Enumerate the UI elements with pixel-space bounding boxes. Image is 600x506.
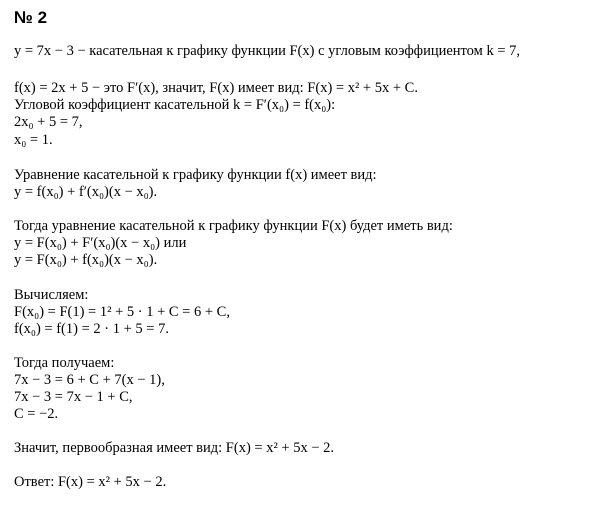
- tangent-form-f-heading: Уравнение касательной к графику функции f(x) имеет вид:: [14, 167, 377, 183]
- result-heading: Тогда получаем:: [14, 355, 115, 371]
- answer: Ответ: F(x) = x² + 5x − 2.: [14, 474, 167, 490]
- tangent-form-F-1: y = F(x₀) + F′(x₀)(x − x₀) или: [14, 235, 187, 251]
- result-c: C = −2.: [14, 406, 59, 422]
- tangent-form-f: y = f(x₀) + f′(x₀)(x − x₀).: [14, 184, 158, 200]
- tangent-form-F-2: y = F(x₀) + f(x₀)(x − x₀).: [14, 252, 158, 268]
- compute-heading: Вычисляем:: [14, 287, 89, 303]
- tangent-form-F-heading: Тогда уравнение касательной к графику функции F(x) будет иметь вид:: [14, 218, 453, 234]
- result-eq-1: 7x − 3 = 6 + C + 7(x − 1),: [14, 372, 165, 388]
- slope-equation: 2x₀ + 5 = 7,: [14, 114, 83, 130]
- derivative-statement: f(x) = 2x + 5 − это F′(x), значит, F(x) имеет вид: F(x) = x² + 5x + C.: [14, 80, 418, 96]
- tangent-line-statement: y = 7x − 3 − касательная к графику функции F(x) с угловым коэффициентом k = 7,: [14, 43, 521, 59]
- result-eq-2: 7x − 3 = 7x − 1 + C,: [14, 389, 133, 405]
- compute-f: f(x₀) = f(1) = 2 · 1 + 5 = 7.: [14, 321, 169, 337]
- compute-F: F(x₀) = F(1) = 1² + 5 · 1 + C = 6 + C,: [14, 304, 230, 320]
- task-number: № 2: [14, 8, 48, 27]
- x0-value: x₀ = 1.: [14, 132, 53, 148]
- antiderivative-conclusion: Значит, первообразная имеет вид: F(x) = x² + 5x − 2.: [14, 440, 335, 456]
- slope-statement: Угловой коэффициент касательной k = F′(x₀) = f(x₀):: [14, 97, 336, 113]
